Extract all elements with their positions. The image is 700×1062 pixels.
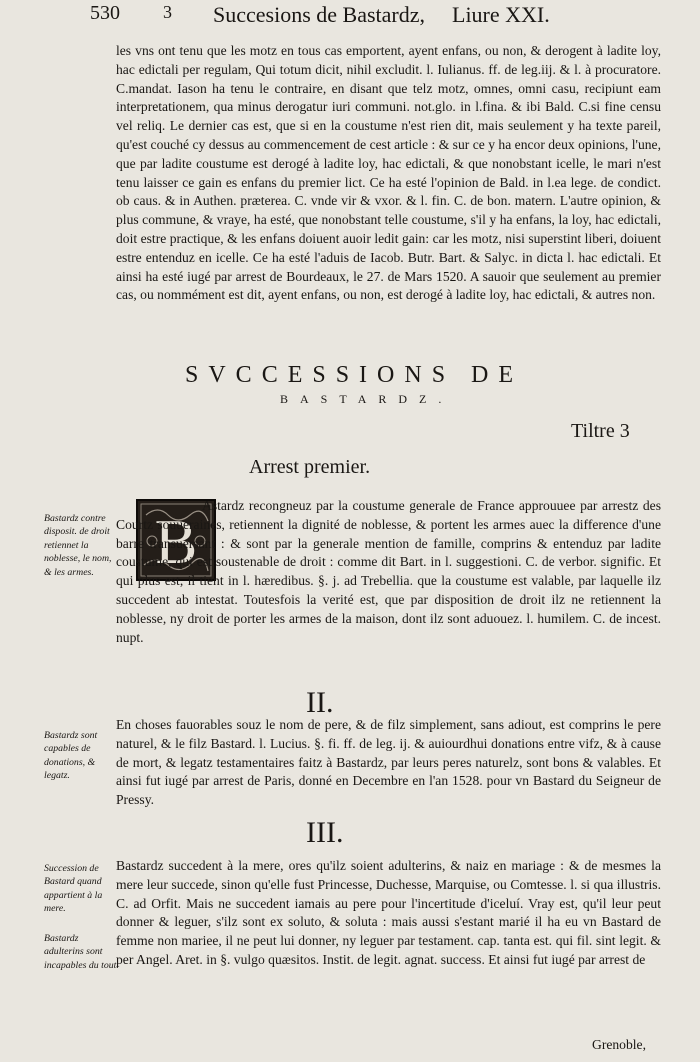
marginal-note: Bastardz adulterins sont incapables du tout. — [44, 933, 119, 971]
arrest-heading: Arrest premier. — [249, 456, 371, 478]
paragraph-continuation — [116, 42, 661, 305]
paragraph-text: Astardz recongneuz par la coustume generale de France approuuee par arrestz des Courtz souueraines, retiennent la dignité de noblesse, & portent les armes auec la difference d'une barre transuersant : & sont par la generale mention de famille, comprins & entenduz par ladite coustume, qui est soustenable de droit : comme dit Bart. in l. suggestioni. C. de verbor. signific. Et qui plus est, il tient in l. hæredibus. §. j. ad Trebellia. que la coustume est valable, par laquelle ilz succedent ab intestat. Toutesfois la verité est, que par disposition de droit ilz ne retiennent la noblesse, ny droit de porter les armes de la maison, dont ilz sont aduouez. l. humilem. C. de incest. nupt. — [116, 498, 661, 645]
paragraph-text: les vns ont tenu que les motz en tous cas emportent, ayent enfans, ou non, & derogent à ladite loy, hac edictali per regulam, Qui totum dicit, nihil excludit. l. Iulianus. ff. de leg.iij. & l. à procuratore. C.mandat. Iason ha tenu le contraire, en disant que telz motz, omnes, omni casu, recipiunt eam interpretationem, qua minus derogatur iuri communi. not.glo. in l.fina. & ibi Bald. C.si fine censu vel reliq. Le dernier cas est, que si en la coustume n'est rien dit, mais seulement y ha texte pareil, qu'est couché cy dessus au commencement de cest article : & sur ce y ha encor deux opinions, l'une, que par ladite coustume est derogé à ladite loy, hac edictali, & que nonobstant icelle, le mari n'est tenu laisser ce gain es enfans du premier lict. Ce ha esté l'opinion de Bald. in l.ea lege. de condict. ob caus. & in Authen. præterea. C. vnde vir & vxor. & l. fin. C. de bon. matern. L'autre opinion, & plus commune, & vraye, ha esté, que nonobstant telle coustume, s'il y ha enfans, la loy, hac edictali, doit estre practique, & les enfans doiuent auoir ledit gain: car les motz, nisi superstint liberi, doiuent estre entenduz en icelle. Ce ha esté l'aduis de Iacob. Butr. Bart. & Salyc. in dicta l. hac edictali. Et ainsi ha esté iugé par arrest de Bourdeaux, le 27. de Mars 1520. A sauoir que seulement au premier cas, ou nommément est dit, ayent enfans, ou non, est derogé à ladite loy, hac edictali, & autres non. — [116, 43, 661, 303]
marginal-note: Succession de Bastard quand appartient à la mere. — [44, 863, 103, 915]
page-header — [60, 2, 620, 28]
paragraph-arrest-3 — [116, 857, 661, 970]
paragraph-arrest-1 — [116, 497, 661, 647]
page-number: 530 — [90, 2, 120, 24]
paragraph-text: Bastardz succedent à la mere, ores qu'ilz soient adulterins, & naiz en mariage : & de mesmes la mere leur succede, sinon qu'elle fust Princesse, Duchesse, Marquise, ou Comtesse. l. si qua illustris. C. ad Orfit. Mais ne succedent iamais au pere pour l'incertitude d'iceluí. Vray est, qu'il leur peut donner & leguer, s'ilz sont ex soluto, & soluta : mais aussi s'estant marié il ha eu vn Bastard de femme non mariee, il ne peut lui donner, ny leguer par testament. cap. tanta est. qui fil. sint legit. & per Angel. Aret. in §. vulgo quæsitos. Instit. de legit. agnat. success. Et ainsi fut iugé par arrest de — [116, 858, 661, 967]
initial-letter: B — [154, 506, 198, 577]
section-number-2: II. — [306, 686, 334, 719]
book-number: Liure XXI. — [452, 2, 550, 27]
paragraph-text: En choses fauorables souz le nom de pere, & de filz simplement, sans adiout, est comprins le pere naturel, & le filz Bastard. l. Lucius. §. fi. ff. de leg. ij. & auiourdhui donations entre vifz, & à cause de mort, & legatz testamentaires faitz à Bastardz, par leurs peres naturelz, sont bons & valables. Et ainsi fut iugé par arrest de Paris, donné en Decembre en l'an 1528. pour vn Bastard du Seigneur de Pressy. — [116, 717, 661, 808]
marginal-note: Bastardz sont capables de donations, & legatz. — [44, 730, 98, 782]
marginal-note: Bastardz contre disposit. de droit retiennet la noblesse, le nom, & les armes. — [44, 513, 112, 578]
section-subheading: BASTARDZ. — [280, 392, 454, 406]
title-number: Tiltre 3 — [571, 420, 630, 442]
section-heading: SVCCESSIONS DE — [185, 362, 524, 388]
paragraph-arrest-2 — [116, 716, 661, 810]
catchword: Grenoble, — [592, 1037, 646, 1052]
section-number-3: III. — [306, 816, 344, 849]
page-mark: 3 — [163, 2, 172, 22]
running-title: Succesions de Bastardz, — [213, 2, 425, 27]
